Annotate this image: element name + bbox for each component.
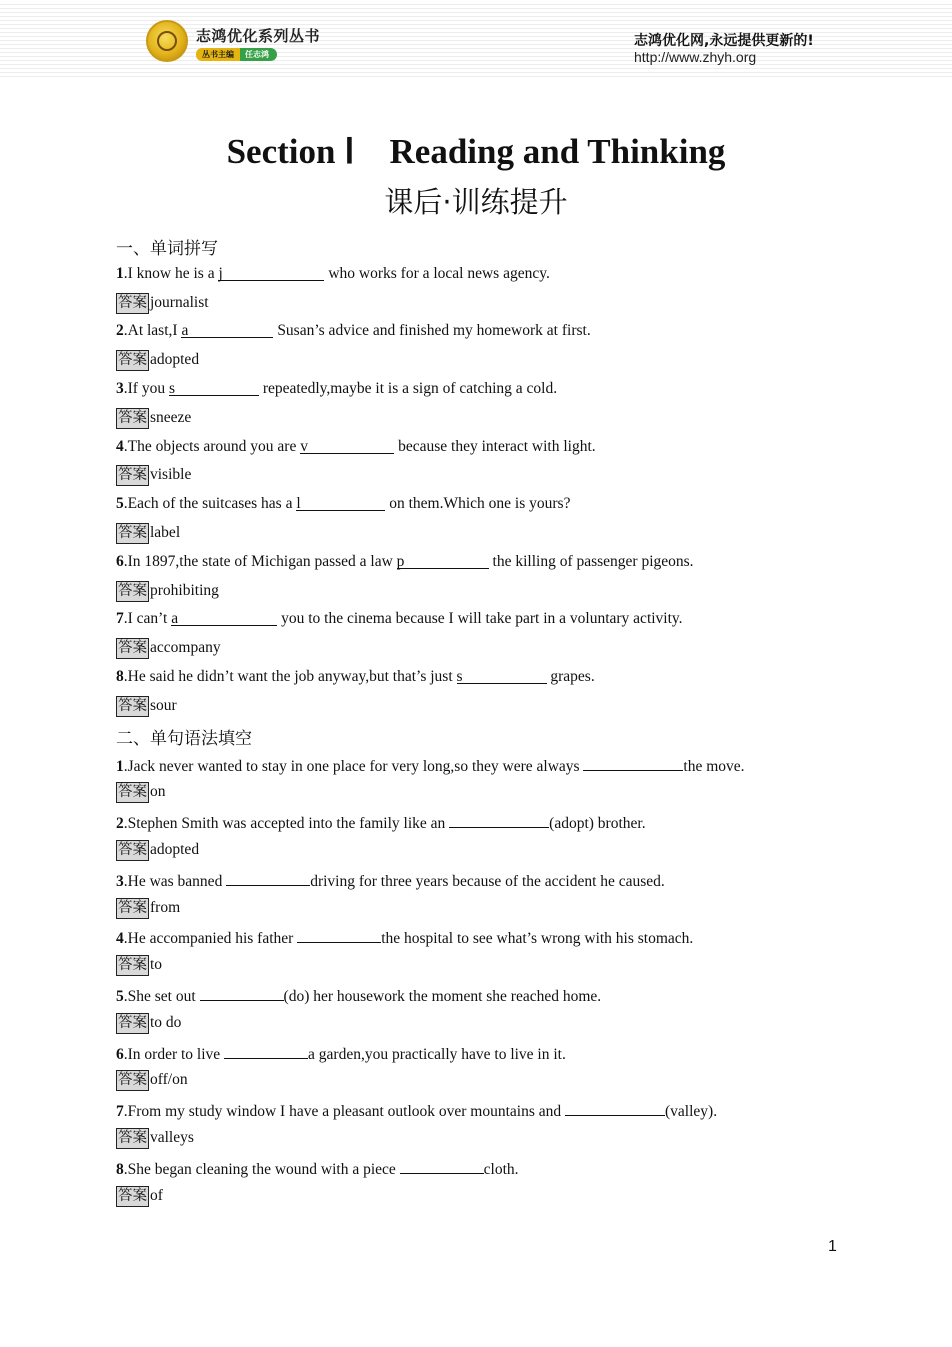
header-slogan: 志鸿优化网,永远提供更新的! <box>634 33 814 49</box>
answer-label: 答案 <box>116 523 149 544</box>
answer-row <box>116 839 199 861</box>
answer-label: 答案 <box>116 581 149 602</box>
answer-row <box>116 781 166 803</box>
editor-name: 任志鸿 <box>240 48 277 61</box>
answer-row <box>116 522 180 544</box>
answer-row <box>116 407 191 429</box>
answer-text: journalist <box>150 294 209 311</box>
answer-text: adopted <box>150 841 200 858</box>
answer-blank <box>583 755 683 771</box>
answer-text: prohibiting <box>150 582 219 599</box>
answer-label: 答案 <box>116 1128 149 1149</box>
answer-row <box>116 954 162 976</box>
answer-label: 答案 <box>116 696 149 717</box>
series-logo-icon <box>146 20 188 62</box>
answer-blank: p <box>397 553 489 569</box>
answer-row <box>116 292 209 314</box>
answer-blank: l <box>296 495 385 511</box>
answer-blank: s <box>169 380 259 396</box>
answer-text: on <box>150 783 166 800</box>
section1-heading: 一、单词拼写 <box>116 239 218 259</box>
answer-label: 答案 <box>116 1013 149 1034</box>
answer-row <box>116 580 219 602</box>
answer-label: 答案 <box>116 293 149 314</box>
answer-text: off/on <box>150 1071 188 1088</box>
question: 4.He accompanied his father the hospital to see what’s wrong with his stomach. <box>116 927 693 948</box>
page-title: Section Ⅰ Reading and Thinking <box>226 132 726 171</box>
page-subtitle: 课后·训练提升 <box>384 185 568 219</box>
answer-blank <box>400 1158 484 1174</box>
answer-blank <box>297 927 381 943</box>
answer-text: visible <box>150 466 192 483</box>
question: 4.The objects around you are v because they interact with light. <box>116 438 596 455</box>
answer-row <box>116 897 180 919</box>
editor-badge <box>196 48 277 61</box>
answer-text: label <box>150 524 181 541</box>
answer-row <box>116 1012 181 1034</box>
question: 1.Jack never wanted to stay in one place for very long,so they were always the move. <box>116 755 745 776</box>
question: 2.Stephen Smith was accepted into the family like an (adopt) brother. <box>116 812 646 833</box>
answer-label: 答案 <box>116 898 149 919</box>
answer-label: 答案 <box>116 465 149 486</box>
question: 7.From my study window I have a pleasant outlook over mountains and (valley). <box>116 1100 717 1121</box>
question: 8.He said he didn’t want the job anyway,but that’s just s grapes. <box>116 668 595 685</box>
question: 5.Each of the suitcases has a l on them.Which one is yours? <box>116 495 571 512</box>
answer-row <box>116 1069 188 1091</box>
answer-text: sneeze <box>150 409 192 426</box>
question: 3.He was banned driving for three years because of the accident he caused. <box>116 870 665 891</box>
answer-row <box>116 637 221 659</box>
answer-text: sour <box>150 697 177 714</box>
header-url: http://www.zhyh.org <box>634 49 757 65</box>
page-number: 1 <box>828 1238 837 1255</box>
answer-row <box>116 1127 194 1149</box>
series-title: 志鸿优化系列丛书 <box>196 27 321 45</box>
answer-blank <box>449 812 549 828</box>
answer-label: 答案 <box>116 408 149 429</box>
answer-blank <box>565 1100 665 1116</box>
question: 5.She set out (do) her housework the moment she reached home. <box>116 985 601 1006</box>
answer-text: of <box>150 1187 163 1204</box>
answer-label: 答案 <box>116 1070 149 1091</box>
answer-row <box>116 1185 163 1207</box>
answer-label: 答案 <box>116 638 149 659</box>
answer-label: 答案 <box>116 955 149 976</box>
answer-text: valleys <box>150 1129 194 1146</box>
answer-blank <box>224 1043 308 1059</box>
answer-label: 答案 <box>116 840 149 861</box>
editor-label: 丛书主编 <box>196 48 240 61</box>
answer-blank <box>226 870 310 886</box>
answer-row <box>116 695 177 717</box>
answer-blank: a <box>171 610 277 626</box>
question: 1.I know he is a j who works for a local news agency. <box>116 265 550 282</box>
question: 8.She began cleaning the wound with a piece cloth. <box>116 1158 519 1179</box>
answer-blank: a <box>181 322 273 338</box>
question: 2.At last,I a Susan’s advice and finished my homework at first. <box>116 322 591 339</box>
answer-text: adopted <box>150 351 200 368</box>
answer-text: from <box>150 899 181 916</box>
answer-label: 答案 <box>116 782 149 803</box>
answer-text: to do <box>150 1014 182 1031</box>
answer-blank <box>200 985 284 1001</box>
section2-heading: 二、单句语法填空 <box>116 729 252 749</box>
question: 6.In 1897,the state of Michigan passed a law p the killing of passenger pigeons. <box>116 553 694 570</box>
answer-blank: j <box>218 265 324 281</box>
answer-label: 答案 <box>116 1186 149 1207</box>
answer-blank: s <box>457 668 547 684</box>
answer-blank: v <box>300 438 394 454</box>
page-header <box>0 0 952 80</box>
answer-text: to <box>150 956 163 973</box>
answer-text: accompany <box>150 639 221 656</box>
question: 3.If you s repeatedly,maybe it is a sign of catching a cold. <box>116 380 558 397</box>
answer-row <box>116 349 199 371</box>
question: 6.In order to live a garden,you practically have to live in it. <box>116 1043 566 1064</box>
question: 7.I can’t a you to the cinema because I will take part in a voluntary activity. <box>116 610 683 627</box>
answer-row <box>116 464 191 486</box>
answer-label: 答案 <box>116 350 149 371</box>
